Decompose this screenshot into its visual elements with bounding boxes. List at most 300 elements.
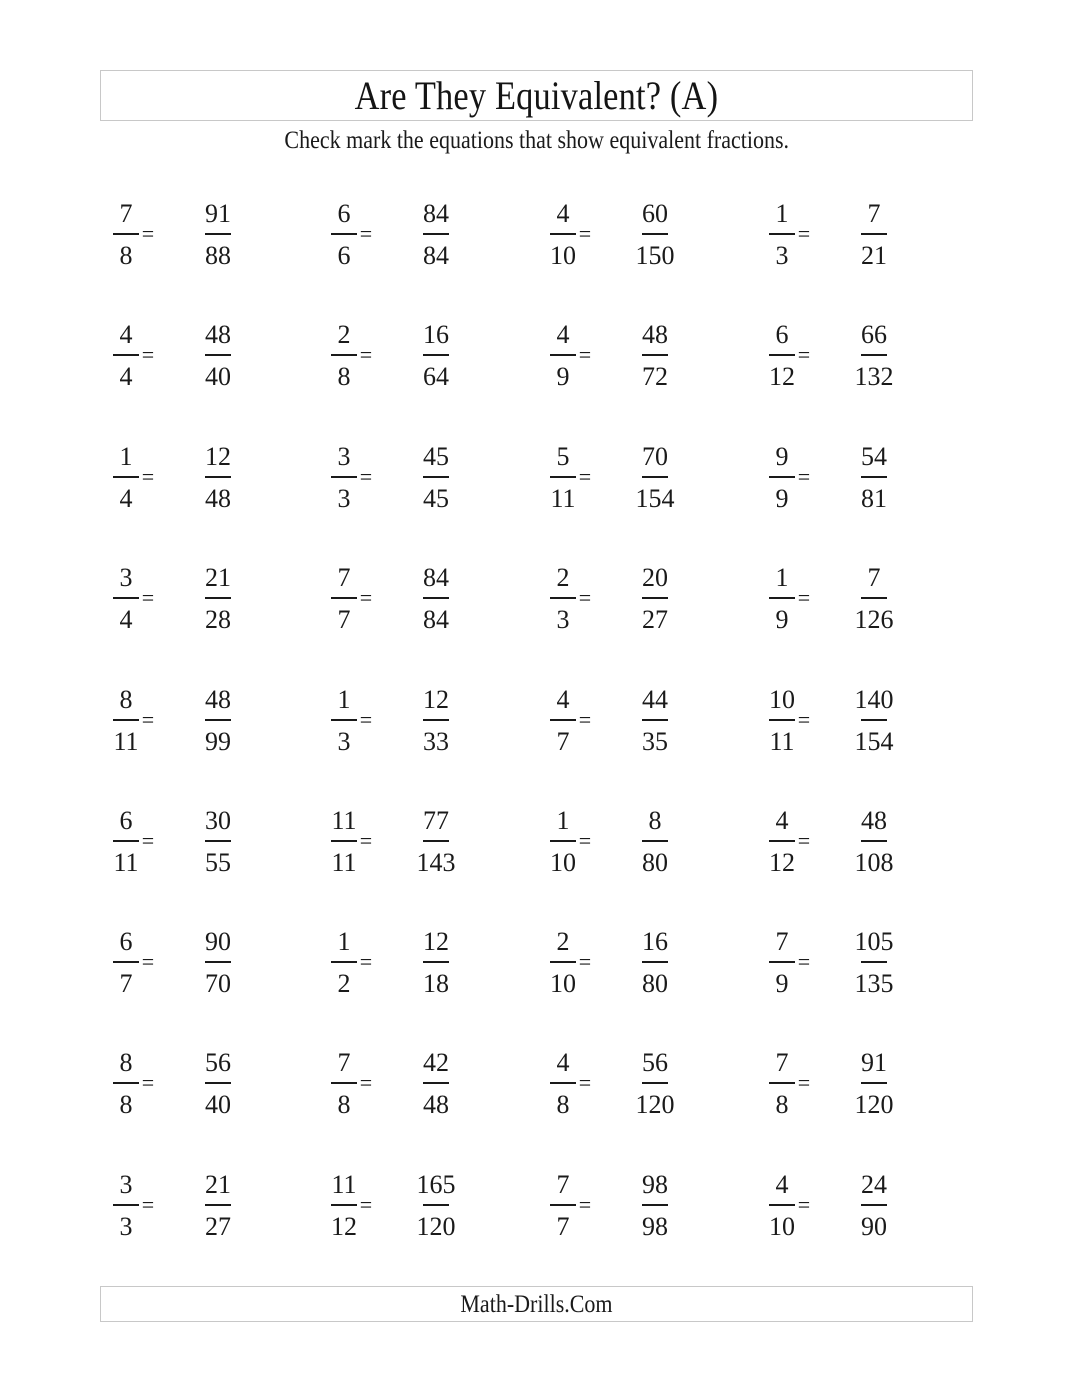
right-denominator: 21 — [861, 241, 887, 270]
right-numerator: 60 — [642, 199, 668, 228]
equals-sign: = — [141, 342, 155, 367]
right-denominator: 132 — [854, 362, 894, 391]
fraction-bar — [550, 233, 576, 235]
equals-sign: = — [141, 221, 155, 246]
title-box — [100, 70, 973, 121]
left-numerator: 9 — [775, 442, 789, 471]
left-numerator: 2 — [337, 320, 351, 349]
problem-r6-c2[interactable] — [318, 802, 518, 892]
problem-r3-c3[interactable] — [537, 438, 737, 528]
right-numerator: 16 — [423, 320, 449, 349]
fraction-bar — [423, 476, 449, 478]
left-numerator: 7 — [556, 1170, 570, 1199]
left-denominator: 8 — [119, 241, 133, 270]
fraction-bar — [769, 840, 795, 842]
left-denominator: 3 — [775, 241, 789, 270]
problem-r6-c1[interactable] — [100, 802, 300, 892]
equals-sign: = — [578, 707, 592, 732]
left-numerator: 3 — [337, 442, 351, 471]
problem-r5-c3[interactable] — [537, 681, 737, 771]
right-numerator: 21 — [205, 1170, 231, 1199]
left-denominator: 6 — [337, 241, 351, 270]
right-denominator: 48 — [205, 484, 231, 513]
right-numerator: 84 — [423, 199, 449, 228]
fraction-bar — [331, 961, 357, 963]
page-title: Are They Equivalent? (A) — [354, 72, 719, 118]
left-numerator: 6 — [119, 806, 133, 835]
left-denominator: 3 — [119, 1212, 133, 1241]
fraction-bar — [861, 840, 887, 842]
equals-sign: = — [797, 221, 811, 246]
left-denominator: 9 — [556, 362, 570, 391]
left-denominator: 10 — [550, 241, 576, 270]
problem-r1-c4[interactable] — [756, 195, 956, 285]
fraction-bar — [113, 1204, 139, 1206]
equals-sign: = — [797, 828, 811, 853]
left-numerator: 1 — [775, 199, 789, 228]
fraction-bar — [642, 1082, 668, 1084]
left-denominator: 8 — [337, 1090, 351, 1119]
right-denominator: 55 — [205, 848, 231, 877]
left-numerator: 4 — [556, 1048, 570, 1077]
problem-r6-c4[interactable] — [756, 802, 956, 892]
right-numerator: 30 — [205, 806, 231, 835]
left-numerator: 10 — [769, 685, 795, 714]
fraction-bar — [550, 840, 576, 842]
fraction-bar — [331, 597, 357, 599]
right-numerator: 42 — [423, 1048, 449, 1077]
right-fraction — [844, 438, 904, 528]
problem-r1-c3[interactable] — [537, 195, 737, 285]
left-denominator: 2 — [337, 969, 351, 998]
left-denominator: 4 — [119, 484, 133, 513]
problem-r7-c1[interactable] — [100, 923, 300, 1013]
fraction-bar — [113, 354, 139, 356]
right-numerator: 91 — [205, 199, 231, 228]
left-numerator: 1 — [337, 927, 351, 956]
fraction-bar — [550, 597, 576, 599]
left-numerator: 7 — [775, 1048, 789, 1077]
left-numerator: 6 — [775, 320, 789, 349]
equals-sign: = — [578, 342, 592, 367]
equals-sign: = — [141, 464, 155, 489]
right-numerator: 56 — [642, 1048, 668, 1077]
left-numerator: 11 — [331, 806, 357, 835]
problem-r8-c1[interactable] — [100, 1044, 300, 1134]
left-numerator: 2 — [556, 927, 570, 956]
fraction-bar — [331, 233, 357, 235]
right-numerator: 16 — [642, 927, 668, 956]
right-denominator: 84 — [423, 605, 449, 634]
right-fraction — [188, 923, 248, 1013]
problem-r7-c2[interactable] — [318, 923, 518, 1013]
left-denominator: 7 — [119, 969, 133, 998]
fraction-bar — [205, 840, 231, 842]
equals-sign: = — [578, 828, 592, 853]
left-numerator: 7 — [119, 199, 133, 228]
right-fraction — [844, 1166, 904, 1256]
left-numerator: 3 — [119, 1170, 133, 1199]
right-denominator: 143 — [416, 848, 456, 877]
right-denominator: 154 — [635, 484, 675, 513]
right-fraction — [406, 316, 466, 406]
left-numerator: 4 — [775, 1170, 789, 1199]
fraction-bar — [423, 719, 449, 721]
equals-sign: = — [797, 949, 811, 974]
left-numerator: 1 — [337, 685, 351, 714]
right-fraction — [406, 681, 466, 771]
fraction-bar — [331, 719, 357, 721]
right-fraction — [844, 195, 904, 285]
right-fraction — [625, 923, 685, 1013]
right-fraction — [625, 1166, 685, 1256]
left-numerator: 2 — [556, 563, 570, 592]
right-numerator: 8 — [648, 806, 662, 835]
right-fraction — [625, 195, 685, 285]
left-denominator: 11 — [550, 484, 576, 513]
right-denominator: 90 — [861, 1212, 887, 1241]
right-denominator: 28 — [205, 605, 231, 634]
right-numerator: 48 — [205, 685, 231, 714]
fraction-bar — [205, 233, 231, 235]
instructions-text: Check mark the equations that show equivalent fractions. — [284, 127, 789, 154]
equals-sign: = — [359, 707, 373, 732]
left-numerator: 4 — [556, 199, 570, 228]
fraction-bar — [550, 1204, 576, 1206]
right-denominator: 27 — [642, 605, 668, 634]
left-numerator: 4 — [556, 320, 570, 349]
fraction-bar — [861, 1082, 887, 1084]
left-numerator: 1 — [556, 806, 570, 835]
fraction-bar — [642, 354, 668, 356]
equals-sign: = — [359, 1070, 373, 1095]
left-denominator: 10 — [769, 1212, 795, 1241]
fraction-bar — [205, 1204, 231, 1206]
fraction-bar — [331, 1082, 357, 1084]
left-denominator: 3 — [337, 484, 351, 513]
problem-r4-c1[interactable] — [100, 559, 300, 649]
right-denominator: 126 — [854, 605, 894, 634]
right-numerator: 91 — [861, 1048, 887, 1077]
left-numerator: 6 — [119, 927, 133, 956]
left-numerator: 4 — [556, 685, 570, 714]
right-denominator: 99 — [205, 727, 231, 756]
equals-sign: = — [141, 1192, 155, 1217]
fraction-bar — [642, 719, 668, 721]
right-fraction — [188, 681, 248, 771]
right-numerator: 77 — [423, 806, 449, 835]
right-fraction — [406, 559, 466, 649]
equals-sign: = — [359, 949, 373, 974]
problem-r5-c2[interactable] — [318, 681, 518, 771]
equals-sign: = — [578, 221, 592, 246]
equals-sign: = — [359, 221, 373, 246]
right-denominator: 48 — [423, 1090, 449, 1119]
left-denominator: 10 — [550, 848, 576, 877]
fraction-bar — [861, 719, 887, 721]
equals-sign: = — [141, 585, 155, 610]
right-numerator: 24 — [861, 1170, 887, 1199]
right-denominator: 88 — [205, 241, 231, 270]
fraction-bar — [769, 719, 795, 721]
fraction-bar — [423, 840, 449, 842]
right-denominator: 98 — [642, 1212, 668, 1241]
right-fraction — [844, 802, 904, 892]
fraction-bar — [642, 476, 668, 478]
right-fraction — [188, 195, 248, 285]
right-numerator: 12 — [205, 442, 231, 471]
fraction-bar — [113, 1082, 139, 1084]
equals-sign: = — [797, 707, 811, 732]
left-denominator: 11 — [113, 848, 139, 877]
right-fraction — [844, 316, 904, 406]
right-denominator: 72 — [642, 362, 668, 391]
problem-r3-c1[interactable] — [100, 438, 300, 528]
problem-r2-c3[interactable] — [537, 316, 737, 406]
problem-r7-c3[interactable] — [537, 923, 737, 1013]
fraction-bar — [423, 1204, 449, 1206]
fraction-bar — [769, 233, 795, 235]
left-numerator: 7 — [775, 927, 789, 956]
right-fraction — [625, 559, 685, 649]
right-denominator: 35 — [642, 727, 668, 756]
fraction-bar — [550, 719, 576, 721]
fraction-bar — [331, 840, 357, 842]
left-denominator: 8 — [337, 362, 351, 391]
right-numerator: 48 — [861, 806, 887, 835]
fraction-bar — [205, 961, 231, 963]
problem-r4-c4[interactable] — [756, 559, 956, 649]
left-denominator: 3 — [337, 727, 351, 756]
right-denominator: 84 — [423, 241, 449, 270]
equals-sign: = — [359, 342, 373, 367]
equals-sign: = — [359, 828, 373, 853]
right-fraction — [844, 1044, 904, 1134]
right-denominator: 27 — [205, 1212, 231, 1241]
fraction-bar — [113, 476, 139, 478]
fraction-bar — [769, 597, 795, 599]
equals-sign: = — [578, 464, 592, 489]
right-fraction — [406, 1166, 466, 1256]
left-denominator: 11 — [769, 727, 795, 756]
right-denominator: 40 — [205, 1090, 231, 1119]
left-denominator: 9 — [775, 969, 789, 998]
fraction-bar — [331, 476, 357, 478]
fraction-bar — [423, 597, 449, 599]
right-numerator: 90 — [205, 927, 231, 956]
left-denominator: 9 — [775, 484, 789, 513]
equals-sign: = — [141, 707, 155, 732]
right-numerator: 12 — [423, 927, 449, 956]
problem-r3-c4[interactable] — [756, 438, 956, 528]
problem-r8-c4[interactable] — [756, 1044, 956, 1134]
right-denominator: 64 — [423, 362, 449, 391]
problem-r8-c2[interactable] — [318, 1044, 518, 1134]
right-denominator: 40 — [205, 362, 231, 391]
fraction-bar — [861, 233, 887, 235]
fraction-bar — [423, 354, 449, 356]
equals-sign: = — [797, 585, 811, 610]
left-denominator: 8 — [556, 1090, 570, 1119]
fraction-bar — [205, 719, 231, 721]
left-denominator: 3 — [556, 605, 570, 634]
left-denominator: 9 — [775, 605, 789, 634]
left-denominator: 8 — [775, 1090, 789, 1119]
equals-sign: = — [578, 949, 592, 974]
right-numerator: 21 — [205, 563, 231, 592]
right-denominator: 18 — [423, 969, 449, 998]
fraction-bar — [113, 840, 139, 842]
fraction-bar — [642, 233, 668, 235]
right-numerator: 56 — [205, 1048, 231, 1077]
right-fraction — [188, 1166, 248, 1256]
right-denominator: 120 — [854, 1090, 894, 1119]
fraction-bar — [331, 354, 357, 356]
problem-r1-c2[interactable] — [318, 195, 518, 285]
right-denominator: 120 — [635, 1090, 675, 1119]
equals-sign: = — [797, 1192, 811, 1217]
right-fraction — [844, 923, 904, 1013]
right-numerator: 48 — [642, 320, 668, 349]
fraction-bar — [113, 233, 139, 235]
problem-r1-c1[interactable] — [100, 195, 300, 285]
equals-sign: = — [141, 1070, 155, 1095]
fraction-bar — [642, 961, 668, 963]
equals-sign: = — [797, 1070, 811, 1095]
fraction-bar — [550, 961, 576, 963]
fraction-bar — [205, 354, 231, 356]
right-numerator: 7 — [867, 563, 881, 592]
right-fraction — [406, 1044, 466, 1134]
right-fraction — [625, 1044, 685, 1134]
problem-r8-c3[interactable] — [537, 1044, 737, 1134]
equals-sign: = — [578, 585, 592, 610]
fraction-bar — [642, 597, 668, 599]
fraction-bar — [550, 1082, 576, 1084]
right-numerator: 45 — [423, 442, 449, 471]
left-numerator: 7 — [337, 563, 351, 592]
problem-r4-c3[interactable] — [537, 559, 737, 649]
left-numerator: 1 — [775, 563, 789, 592]
fraction-bar — [769, 354, 795, 356]
right-denominator: 80 — [642, 848, 668, 877]
right-denominator: 80 — [642, 969, 668, 998]
right-fraction — [406, 438, 466, 528]
left-numerator: 4 — [775, 806, 789, 835]
left-denominator: 7 — [556, 727, 570, 756]
fraction-bar — [205, 476, 231, 478]
left-denominator: 11 — [113, 727, 139, 756]
right-denominator: 33 — [423, 727, 449, 756]
left-denominator: 12 — [769, 362, 795, 391]
fraction-bar — [423, 233, 449, 235]
right-fraction — [844, 681, 904, 771]
fraction-bar — [423, 1082, 449, 1084]
problem-r2-c4[interactable] — [756, 316, 956, 406]
right-fraction — [625, 438, 685, 528]
equals-sign: = — [578, 1192, 592, 1217]
right-numerator: 20 — [642, 563, 668, 592]
problem-r5-c4[interactable] — [756, 681, 956, 771]
right-denominator: 70 — [205, 969, 231, 998]
problem-r9-c1[interactable] — [100, 1166, 300, 1256]
problem-r9-c2[interactable] — [318, 1166, 518, 1256]
right-denominator: 135 — [854, 969, 894, 998]
left-denominator: 12 — [769, 848, 795, 877]
fraction-bar — [861, 476, 887, 478]
left-denominator: 8 — [119, 1090, 133, 1119]
right-fraction — [188, 438, 248, 528]
right-fraction — [625, 316, 685, 406]
left-denominator: 7 — [556, 1212, 570, 1241]
right-fraction — [188, 559, 248, 649]
left-denominator: 11 — [331, 848, 357, 877]
problem-r2-c1[interactable] — [100, 316, 300, 406]
right-numerator: 12 — [423, 685, 449, 714]
right-fraction — [188, 1044, 248, 1134]
left-numerator: 3 — [119, 563, 133, 592]
right-fraction — [406, 195, 466, 285]
fraction-bar — [550, 354, 576, 356]
right-denominator: 120 — [416, 1212, 456, 1241]
fraction-bar — [331, 1204, 357, 1206]
problem-r9-c4[interactable] — [756, 1166, 956, 1256]
right-fraction — [406, 802, 466, 892]
left-denominator: 10 — [550, 969, 576, 998]
right-numerator: 44 — [642, 685, 668, 714]
equals-sign: = — [141, 828, 155, 853]
equals-sign: = — [141, 949, 155, 974]
left-denominator: 7 — [337, 605, 351, 634]
right-numerator: 105 — [854, 927, 894, 956]
equals-sign: = — [359, 585, 373, 610]
right-denominator: 108 — [854, 848, 894, 877]
equals-sign: = — [797, 464, 811, 489]
equals-sign: = — [359, 1192, 373, 1217]
footer-site-name: Math-Drills.Com — [460, 1290, 613, 1318]
fraction-bar — [423, 961, 449, 963]
right-numerator: 84 — [423, 563, 449, 592]
right-fraction — [844, 559, 904, 649]
left-denominator: 4 — [119, 362, 133, 391]
right-numerator: 54 — [861, 442, 887, 471]
left-numerator: 1 — [119, 442, 133, 471]
left-numerator: 4 — [119, 320, 133, 349]
right-fraction — [625, 681, 685, 771]
problem-r2-c2[interactable] — [318, 316, 518, 406]
right-denominator: 150 — [635, 241, 675, 270]
problem-r3-c2[interactable] — [318, 438, 518, 528]
right-numerator: 7 — [867, 199, 881, 228]
left-numerator: 11 — [331, 1170, 357, 1199]
problem-r4-c2[interactable] — [318, 559, 518, 649]
left-denominator: 12 — [331, 1212, 357, 1241]
instructions — [100, 126, 973, 156]
left-numerator: 8 — [119, 1048, 133, 1077]
right-numerator: 48 — [205, 320, 231, 349]
fraction-bar — [113, 597, 139, 599]
problem-r6-c3[interactable] — [537, 802, 737, 892]
left-denominator: 4 — [119, 605, 133, 634]
problem-r9-c3[interactable] — [537, 1166, 737, 1256]
right-numerator: 70 — [642, 442, 668, 471]
problem-r7-c4[interactable] — [756, 923, 956, 1013]
fraction-bar — [550, 476, 576, 478]
right-numerator: 165 — [416, 1170, 456, 1199]
problem-r5-c1[interactable] — [100, 681, 300, 771]
equals-sign: = — [797, 342, 811, 367]
right-fraction — [406, 923, 466, 1013]
